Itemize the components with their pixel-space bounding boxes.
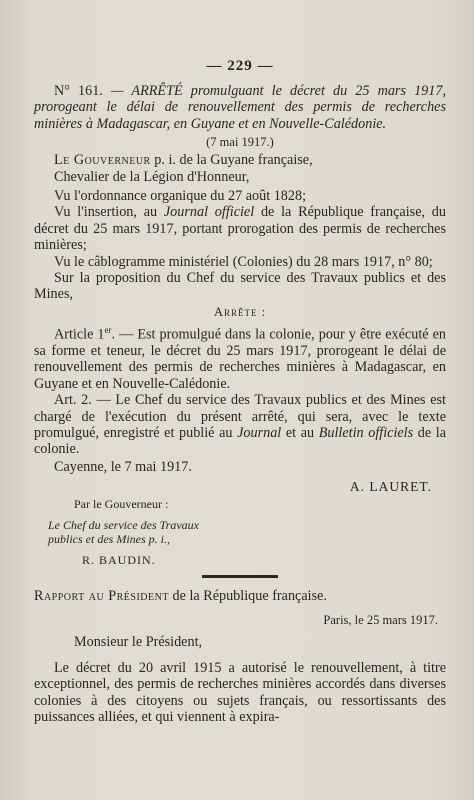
rapport-heading-a: Rapport au Président — [34, 588, 169, 605]
governor-signature: A. LAURET. — [349, 479, 432, 495]
vu-3: Vu le câblogramme ministériel (Colonies) du 28 mars 1917, n° 80; — [54, 253, 433, 270]
rapport-body: Le décret du 20 avril 1915 a autorisé le renouvellement, à titre exceptionnel, des permis de recherches minières accordés dans diverses colonies à des citoyens ou sujets français, ou ressortissants des puissances alliées, et qui viennent à expira- — [34, 660, 446, 726]
page-content — [34, 58, 446, 726]
article-2-c: de la colonie. — [34, 425, 447, 458]
article-2-a: Art. 2. — Le Chef du service des Travaux publics et des Mines est chargé de l'exécution du présent arrêté, qui sera, avec le texte promulgué, enregistré et publié au — [34, 392, 446, 442]
section-divider — [202, 575, 278, 578]
chef-line-1: Le Chef du service des Travaux — [48, 517, 199, 532]
decree-title — [34, 83, 446, 132]
intro-rest: p. i. de la Guyane française, — [150, 152, 313, 169]
article-1-sup: er — [104, 324, 112, 335]
decree-title-text: — ARRÊTÉ promulguant le décret du 25 mars 1917, prorogeant le délai de renouvellement des permis de recherches minières à Madagascar, en Guyane et en Nouvelle-Calédonie. — [34, 83, 447, 132]
intro-line-2: Chevalier de la Légion d'Honneur, — [54, 168, 250, 185]
intro-prefix: Le Gouverneur — [54, 152, 151, 169]
arrete-heading: Arrête : — [213, 304, 267, 319]
rapport-heading — [34, 588, 446, 604]
article-2-bulletin: Bulletin officiels — [318, 425, 414, 442]
article-2-journal: Journal — [237, 425, 282, 442]
decree-date: (7 mai 1917.) — [206, 135, 274, 150]
vu-2-journal: Journal officiel — [163, 204, 255, 221]
article-1 — [34, 322, 446, 392]
decree-number: N° 161. — [54, 83, 103, 99]
vu-1: Vu l'ordonnance organique du 27 août 1828; — [54, 188, 307, 205]
article-2-b: et au — [281, 425, 319, 442]
article-1-a: Article 1 — [54, 326, 105, 343]
chef-name: R. BAUDIN. — [82, 552, 156, 567]
vu-2-a: Vu l'insertion, au — [54, 204, 164, 221]
vu-2-b: de la République française, du décret du 25 mars 1917, portant prorogation des permis de recherches minières; — [34, 204, 446, 254]
rapport-salutation: Monsieur le Président, — [74, 633, 203, 650]
par-le-gouverneur: Par le Gouverneur : — [74, 497, 169, 512]
rapport-heading-b: de la République française. — [168, 588, 327, 605]
article-1-b: . — Est promulgué dans la colonie, pour y être exécuté en sa forme et teneur, le décret du 25 mars 1917, prorogeant le délai de renouvellement des permis de recherches minières à Madagascar, en Guyane et en Nouvelle-Calédonie. — [34, 326, 446, 392]
page-number: — 229 — — [206, 58, 274, 74]
article-2 — [34, 392, 446, 458]
vu-2 — [34, 204, 446, 253]
intro-line — [34, 152, 446, 168]
rapport-place-date: Paris, le 25 mars 1917. — [323, 612, 438, 627]
sur-proposition: Sur la proposition du Chef du service des Travaux publics et des Mines, — [34, 270, 446, 303]
place-date: Cayenne, le 7 mai 1917. — [54, 458, 192, 475]
chef-line-2: publics et des Mines p. i., — [48, 532, 170, 547]
